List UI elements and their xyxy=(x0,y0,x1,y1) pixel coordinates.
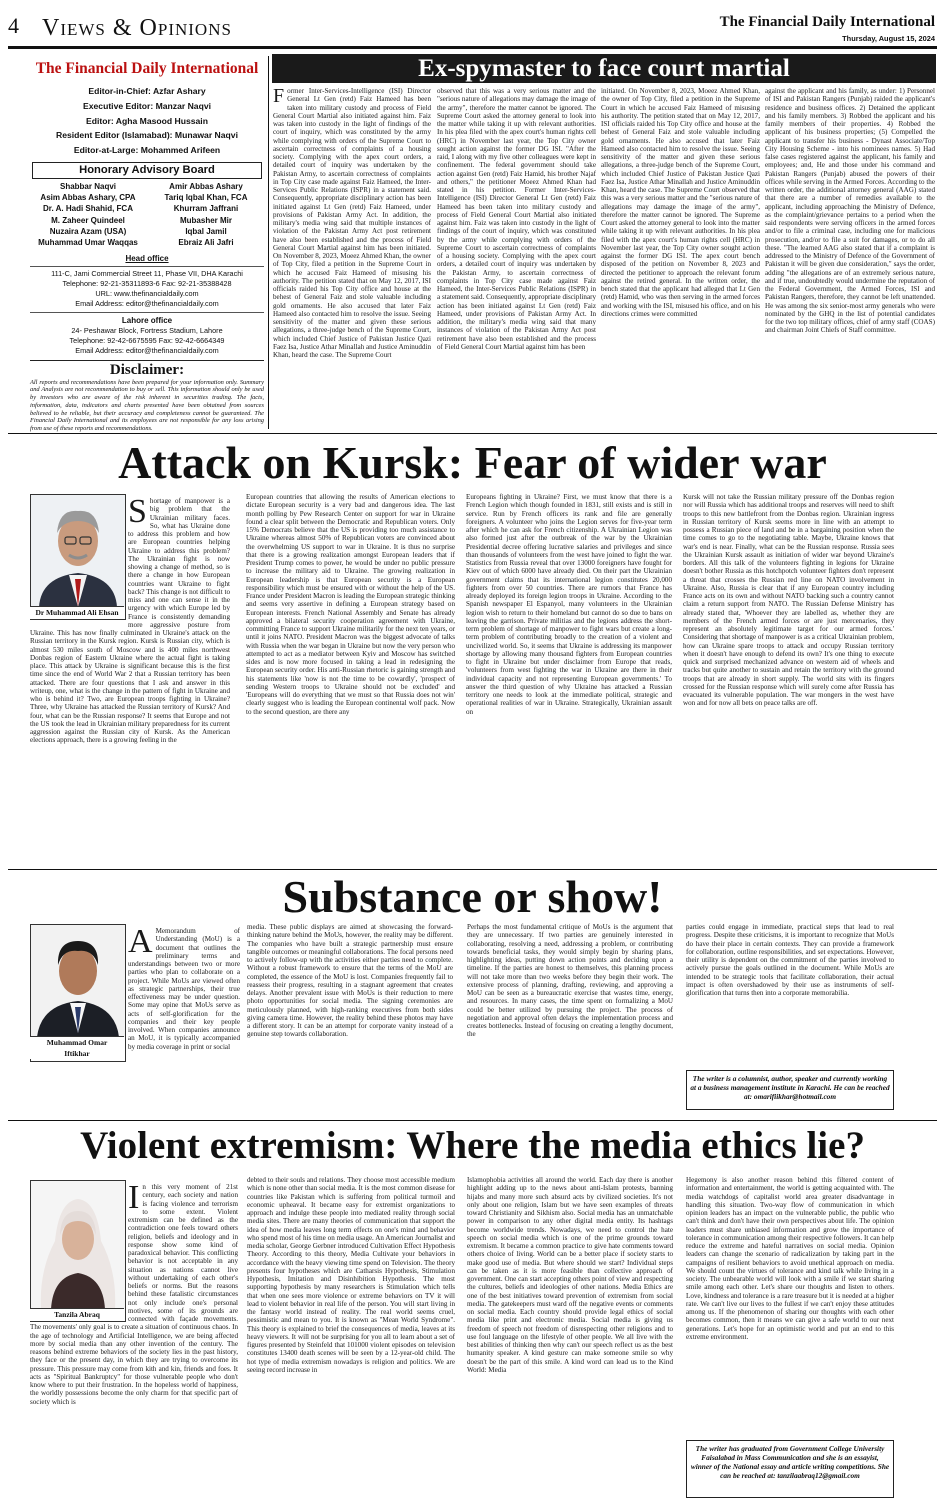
section-rule-1 xyxy=(8,433,937,434)
office-line: 24- Peshawar Block, Fortress Stadium, Lahore xyxy=(71,326,223,336)
office-line: Telephone: 92-21-35311893-6 Fax: 92-21-35388428 xyxy=(62,279,232,288)
section-rule-3 xyxy=(8,1120,937,1121)
advisory-member: Shabbar Naqvi xyxy=(59,181,116,191)
article3-headline: Violent extremism: Where the media ethics lie? xyxy=(80,1124,865,1167)
article1-column-4: Kursk will not take the Russian military pressure off the Donbas region nor will Russia which has additional troops and reserves will need to shift troops to this new battlefront from the Donbas region. Ukrainian ingress in Russian territory of Kursk seems more in line with an attempt to possess a Russian piece of land and be in a bargaining position when the time comes to go to the negotiating table. Maybe, Ukraine knows that war's end is near. Finally, what can be the Russian response. Russia sees the Ukrainian Kursk assault as initiation of wider war beyond Ukraine's borders. All this talk of the volunteers fighting in legions for Ukraine doesn't bother Russia as this hotchpotch volunteer fighters don't represent a threat that crosses the Russian red line on NATO involvement in Ukraine. Also, Russia is clear that if any European country including France acts on its own and without NATO backing such a country cannot claim a return support from NATO. The Russian Defense Ministry has already stated that, 'Whoever they are labelled as, whether they are members of the French armed forces or are just mercenaries, they represent an absolutely legitimate target for our armed forces.' Considering that shortage of manpower is as a critical Ukrainian problem, how can Ukraine spare troops to attack and occupy Russian territory when it doesn't have enough to defend its own? It's one thing to execute quick and surprised mechanized advance on western aid of wheels and tracks but quite another to sustain and retain the territory with the ground troops that are already in short supply. The world sits with its fingers crossed for the Russian response which will surely come after Russia has evacuated its vulnerable population. The war mongers in the west have won and for now all bets on peace talks are off. xyxy=(683,493,894,708)
editor-list xyxy=(30,84,264,158)
advisory-member: Nuzaira Azam (USA) xyxy=(49,226,127,236)
advisory-member: Ebraiz Ali Jafri xyxy=(178,238,234,247)
editorial-headline: Ex-spymaster to face court martial xyxy=(418,55,790,82)
article3-column-2: debted to their souls and relations. They choose most accessible medium which is none other than social media. It is the most common disease for countries like Pakistan which is suffering from political turmoil and economic upheaval. It became easy for extremist organizations to approach and indulge these people into mediated reality through social media sites. There are many theories of communication that support the idea of how media leaves long term effects on one's mind and behavior who spend most of his time on media usage. An American Journalist and media scholar, George Gerbner introduced Cultivation Effect Hypothesis Theory. According to this theory, Media Cultivate your behaviors in accordance with the heavy viewing time spend on Television. The theory presents four hypotheses which are Catharsis Hypothesis, Stimulation Hypothesis, Imitation and Disinhibition Hypothesis. The most supporting hypothesis by many researchers is Stimulation which tells that when one sees more violence or extreme behaviors on TV it will lead to violent behavior in real life of the person. You will start living in the fantasy world instead of reality. The real world seems cruel, pessimistic and mean to you. It is known as "Mean World Syndrome". This theory is explained to brief the consequences of media, leaves at its heavy viewers. It will not be surprising for you all to learn about a set of figures presented by Steinfeld that 101000 violent episodes on television constitutes 13400 death scenes will be seen by a 12-year-old child. The hot type of media extremism nowadays is religion and politics. We are seeing record increase in xyxy=(247,1176,455,1374)
article2-column-1: A Memorandum of Understanding (MoU) is a document that outlines the preliminary terms and understandings between two or more parties who plan to collaborate on a project. While MoUs are viewed often as strategic partnerships, their true effectiveness may be under question. Some may opine that MoUs serve as acts of self-glorification for the companies and their key people involved. When companies announce an MoU, it is typically accompanied by media coverage in print or social xyxy=(128,927,240,1051)
article2-column-3: Perhaps the most fundamental critique of MoUs is the argument that they are unnecessary. If two parties are genuinely interested in collaborating, resolving a need, addressing a problem, or contributing towards beneficial tasks, they would simply begin by sharing plans, highlighting ideas, putting down action points and deciding upon a timeline. If the parties are honest to themselves, this planning process will not take more than two weeks before they begin their work. The extensive process of planning, drafting, reviewing, and approving a MoU can be seen as a bureaucratic exercise that wastes time, energy, and resources. In many cases, the time spent on formalizing a MoU could be better utilized by pursuing the project. The process of negotiation and approval often delays the implementation process and creates bottlenecks. Instead of focusing on creating a lengthy document, the xyxy=(467,923,673,1039)
article3-column-4: Hegemony is also another reason behind this filtered content of information and entertainment, the world is getting acquainted with. The media watchdogs of capitalist world area greater disadvantage in handling this situation. Two-way flow of communication in which opinion leaders has an impact on the vulnerable public, the public who can't think and don't have their own perspectives about life. The opinion leaders must share unbiased information and grow the importance of tolerance in communication among their respective followers. It can help reduce the extreme and hateful narratives on social media. Opinion leaders can change the scenario of radicalization by taking part in the campaigns of resilient behaviors to avoid unethical approach on media. We should count the virtues of tolerance and kind talk while living in a society. The unbearable world will look with a smile if we start sharing smile among each other. Let's share our thoughts and listen to others. Love, kindness and tolerance is a rare treasure but it is needed at a higher rate. We can't live our lives to the fullest if we can't enjoy these attitudes among us. If the phenomenon of sharing our thoughts with each other becomes common, then it means we can give a safe world to our next generations. Let's hope for an optimistic world and put an end to this extreme environment. xyxy=(686,1176,894,1341)
article3-column-1: In this very moment of 21st century, each society and nation is facing violence and terrorism to some extent. Violent extremism can be defined as the contradiction one feels toward others religion, beliefs and ideology and in response show some kind of paradoxical behavior. This conflicting behavior is not acceptable in any situation as nations cannot live without undertaking of each other's beliefs or norms. But the reasons behind these fatalistic circumstances not only include one's personal motives, some of its grounds are connected with façade movements. The movements' only goal is to create a situation of continuous chaos. In the age of technology and Artificial Intelligence, we are being affected more by social media than any other invention of the century. The reasons behind extreme behaviors of the society lies in the past history, they face or the present day, in which they are trying to overcome its pressure. This pressure may come from kith and kin, friends and foes. It acts as "Spiritual Bankruptcy" for those vulnerable people who don't know where to put their frustration. In the hopeless world of happiness, the worldly possessions become the only charm for that specific part of society which is xyxy=(30,1183,238,1406)
header-date: Thursday, August 15, 2024 xyxy=(842,34,935,43)
advisory-board-title: Honorary Advisory Board xyxy=(32,162,262,179)
article1-column-3: Europeans fighting in Ukraine? First, we must know that there is a French Legion which though founded in 1831, still exists and is still in service. Run by French officers its rank and file are generally foreigners. A volunteer who joins the Legion serves for five-year term after which he can ask for French citizenship. A Ukrainian Legion was also formed just after the outbreak of the war by the Ukrainian Presidential decree offering lucrative salaries and privileges and since than thousands of volunteers from the west have joined to fight the war. Statistics from Russia reveal that over 13000 foreigners have fought for Kiev out of which 6000 have already died. On their part the Ukrainian government claims that its international legion constitutes 20,000 fighters from over 50 countries. There are rumors that France has already deployed its foreign legion troops in Ukraine. According to the Spanish newspaper El Espanyol, many volunteers in the Ukrainian legion wish to return to their homeland but cannot do so due to bans on leaving the garrison. Private militias and the legions address the short-term problem of shortage of manpower to fight wars but create a long-term problem of contributing broadly to the creation of a violent and uncivilized world. So, it seems that Ukraine is addressing its manpower shortage by allowing many thousand fighters from European countries to fight in Ukraine but under disclaimer from Europe that reads, 'volunteers from west fighting the war in Ukraine are there in their individual capacity and not representing European governments.' To answer the third question of why Ukraine has attacked a Russian territory one needs to look at the immediate political, strategic and operational realities of war in Ukraine. Strategically, Ukrainian assault on xyxy=(466,493,672,716)
office-line: 111-C, Jami Commercial Street 11, Phase VII, DHA Karachi xyxy=(51,269,243,279)
advisory-member: Mubasher Mir xyxy=(179,215,232,225)
office-line: URL: www.thefinancialdaily.com xyxy=(95,288,199,298)
editorial-column-4: against the applicant and his family, as under: 1) Personnel of ISI and Pakistan Rangers (Punjab) raided the applicant's residence and business offices. 2) Detained the applicant and his family members. 3) Robbed the applicant and his family members of their properties. 4) Robbed the applicant of his business properties; (5) Compelled the applicant to transfer his business - Dynast Associate/Top City Housing Scheme - into his nominees names. 5) Had false cases registered against the applicant, his family and employees; and, He and those under his command and Pakistan Rangers (Punjab) abused the powers of their offices while serving in the Armed Forces. According to the written order, the additional attorney general (AAG) stated that there are a number of remedies available to the applicant, including approaching the Ministry of Defence, as the complaint/grievance pertains to a period when the said respondents were serving officers in the armed forces and/or to file a criminal case, including one for malicious prosecution, and/or to file a suit for damages, or to do all these. "The learned AAG also stated that if a complaint is addressed to the Ministry of Defence of the Government of Pakistan it will be given due consideration," says the order, adding "the allegations are of an extremely serious nature, and if true, undoubtedly would undermine the reputation of the Federal Government, the Armed Forces, ISI and Pakistan Rangers, therefore, they cannot be left unattended. He was among the six senior-most army generals who were nominated by the GHQ in the list of potential candidates for the two top military offices, chief of army staff (COAS) and chairman Joint Chiefs of Staff committee. xyxy=(765,87,935,335)
article1-column-1: Shortage of manpower is a big problem that the Ukrainian military faces. So, what has Ukraine done to address this problem and how are European countries helping Ukraine to address this problem? The Ukrainian fight is now showing a change of method, so is there a change in how European countries want Ukraine to fight back? This change is not difficult to miss and one can sense it in the urgency with which Europe led by France is consistently demanding more aggressive posture from Ukraine. This has now finally culminated in Ukraine's attack on the Russian territory in the Kursk region. Kursk is Russian city, which is almost 530 miles south of Moscow and is 400 miles northwest Donbas region of Eastern Ukraine where the actual fight is taking place. This attack by Ukraine is significant because this is the first time since the end of World War 2 that a Russian territory has been attacked. There are four questions that I ask and answer in this writeup, one, what is the change in the pattern of fight in Ukraine and who is behind it? Two, are European troops fighting in Ukraine? Three, why Ukraine has attacked the Russian territory of Kursk? And four, what can be the Russian response? It seems that Europe and not the US took the lead in Ukrainian military preparedness for its current aggression against the Russian city of Kursk. As the American elections approach, there is a growing feeling in the xyxy=(30,497,230,745)
article2-author-note: The writer is a columnist, author, speaker and currently working at a business management institute in Karachi. He can be reached at: omarifiikhar@hotmail.com xyxy=(686,1070,894,1110)
advisory-member: Khurram Jaffrani xyxy=(173,204,239,214)
head-office-address xyxy=(30,266,264,308)
article2-headline: Substance or show! xyxy=(282,871,663,922)
advisory-member: Asim Abbas Ashary, CPA xyxy=(40,193,136,203)
section-title: Views & Opinions xyxy=(42,15,232,41)
editorial-column-3: initiated. On November 8, 2023, Moeez Ahmed Khan, the owner of Top City, filed a petition in the Supreme Court in which he accused Faiz Hameed of misusing his authority. The petition stated that on May 12, 2017, ISI officials raided his Top City office and house at the behest of General Faiz and stole valuable including gold ornaments. He also accused that later Faiz Hameed also contacted him to resolve the issue. Seeing sensitivity of the matter and given these serious allegations, a three-judge bench of the Supreme Court, which included Chief Justice of Pakistan Justice Qazi Faez Isa, Justice Athar Minallah and Justice Aminuddin Khan, heard the case. The Supreme Court observed that this was a very serious matter and the "serious nature of allegations may damage the image of the army", therefore the matter cannot be ignored. The Supreme Court asked the attorney general to look into the matter while taking it up with relevant authorities. In his plea filed with the apex court's human rights cell (HRC) in November last year, the Top City owner sought action against the former DG ISI. The apex court bench disposed of the petition on November 8, 2023 and directed the petitioner to approach the relevant forum against the retired general. In the written order, the bench stated that the applicant had alleged that Lt Gen (retd) Hamid, who was then serving in the armed forces and working with the ISI, misused his office, and on his directions crimes were committed xyxy=(601,87,760,318)
article3-author-note: The writer has graduated from Government College University Faisalabad in Mass Communication and she is an essayist, winner of the National essay and article writing competitions. She can be reached at: tanzilaabraq12@gmail.com xyxy=(686,1440,894,1498)
article1-headline: Attack on Kursk: Fear of wider war xyxy=(118,437,827,488)
advisory-member: Amir Abbas Ashary xyxy=(169,181,243,191)
editorial-column-1: Former Inter-Services-Intelligence (ISI) Director General Lt Gen (retd) Faiz Hameed has been taken into military custody and process of Field General Court Martial also initiated against him. Faiz was taken into custody in the light of findings of the court of inquiry, which was constituted by the army while complying with orders of the Supreme Court to ascertain correctness of complaints of a housing society. Complying with the apex court orders, a detailed court of inquiry was undertaken by the Pakistan Army, to ascertain correctness of complaints in Top City case made against Faiz Hameed, the Inter-Services Public Relations (ISPR) in a statement said. Consequently, appropriate disciplinary action has been initiated against Lt Gen (retd) Faiz Hameed, under provisions of Pakistan Army Act. In addition, the military's media wing said that multiple instances of violation of the Pakistan Army Act post retirement have also been established and the process of Field General Court Martial against him has been initiated. On November 8, 2023, Moeez Ahmed Khan, the owner of Top City, filed a petition in the Supreme Court in which he accused Faiz Hameed of misusing his authority. The petition stated that on May 12, 2017, ISI officials raided his Top City office and house at the behest of General Faiz and stole valuable including gold ornaments. He also accused that later Faiz Hameed also contacted him to resolve the issue. Seeing sensitivity of the matter and given these serious allegations, a three-judge bench of the Supreme Court, which included Chief Justice of Pakistan Justice Qazi Faez Isa, Justice Athar Minallah and Justice Aminuddin Khan, heard the case. The Supreme Court xyxy=(273,87,431,359)
office-line: Telephone: 92-42-6675595 Fax: 92-42-6664349 xyxy=(69,336,225,346)
editor-line: Editor-in-Chief: Azfar Ashary xyxy=(88,86,206,96)
masthead xyxy=(30,56,264,432)
editor-line: Editor-at-Large: Mohammed Arifeen xyxy=(73,145,221,156)
advisory-board-left xyxy=(30,181,146,248)
advisory-member: M. Zaheer Quindeel xyxy=(51,215,125,225)
masthead-title: The Financial Daily International xyxy=(35,60,259,77)
head-office-title: Head office xyxy=(125,254,169,264)
advisory-member: Tariq Iqbal Khan, FCA xyxy=(164,193,248,203)
editor-line: Executive Editor: Manzar Naqvi xyxy=(83,100,211,111)
advisory-member: Muhammad Umar Waqqas xyxy=(38,238,138,247)
article1-column-2: European countries that allowing the results of American elections to dictate European security is a very bad and dangerous idea. The last month polling by Pew Research Center on support for war in Ukraine found a clear split between the Democratic and Republican voters. Only 15% Democrats believe that the US is providing too much assistance to Ukraine whereas almost 50% of Republican voters are convinced about the overwhelming US support to war in Ukraine. It is thus no surprise that there is a growing realization amongst European leaders that if President Trump comes to power, he would be under no public pressure to increase the military aid to Ukraine. The growing realization in European leadership is that European security is a European responsibility which must be ensured with or without the help of the US. France under President Macron is leading the European strategic thinking and seems very assertive in defining a European strategy based on European interests. French National Assembly and Senate has already approved a bilateral security cooperation agreement with Ukraine, committing France to support Ukraine militarily for the next ten years, or until it joins NATO. President Macron was the biggest advocate of talks with Russia when the war began in Ukraine but now the very person who attempted to act as a mediator between Kyiv and Moscow has switched sides and is now more focused in taking a lead in redesigning the European security order. His anti-Russian rhetoric is gaining strength and his statements like 'now is not the time to be cowardly', 'prospect of sending Western troops to Ukraine should not be excluded' and 'Europeans will do everything that we must so that Russia does not win' clearly suggest who is leading the European continental wolf pack. Now to the second question, are there any xyxy=(246,493,455,716)
lahore-office-title: Lahore office xyxy=(30,312,264,326)
lahore-office-address xyxy=(30,326,264,355)
advisory-member: Iqbal Jamil xyxy=(185,226,227,236)
header-rule xyxy=(8,46,937,49)
office-line: Email Address: editor@thefinancialdaily.com xyxy=(75,345,219,355)
disclaimer-title: Disclaimer: xyxy=(30,360,264,379)
article3-column-3: Islamophobia activities all around the world. Each day there is another highlight adding up to the news about anti-Islam protests, banning hijabs and many more such absurd acts by civilized societies. It's not only about one religion, Islam but we have seen examples of threats toward Christianity and Sikhism also. Social media has an unmatchable power in comparison to any other digital media entity. Its hashtags become worldwide trends. Nowadays, we need to control the hate speech on social media which is one of the prime grounds toward extremism. It became a common practice to give hate comments toward others choice of living. World can be a better place if society starts to make good use of media. But where should we start? Individual steps can be taken as it is more feasible than collective approach of government. One can start accepting others point of view and respecting the cultures, beliefs and ideologies of other nations. Media Ethics are one of the best initiatives toward prevention of extremism from social media. The gatekeepers must ward off the negative events or comments on social media. Each country should provide legal ethics of social media like print and electronic media. Social media is giving us freedom of speech not freedom of disrespecting other religions and to use foul language on the lifestyle of other people. We all live with the best abilities of thinking then why can't our speech reflect us as the best humanity speaker. A kind gesture can make someone smile so why doesn't be the part of this smile. A kind word can lead us to the Kind World: Media xyxy=(467,1176,673,1374)
article2-column-2: media. These public displays are aimed at showcasing the forward-thinking nature behind the MoUs, however, the reality may be different. The companies who have built a strategic partnership must ensure tangible outcomes or meaningful collaborations. The focal persons need to actively follow-up with the activities either parties need to complete. Without a robust framework to ensure that the terms of the MoU are completed, the essence of the MoU is lost. Companies frequently fail to reassess their progress, resulting in a stagnant agreement that creates delays. Another prevalent issue with MoUs is their reduction to mere photo opportunities for social media. The signing ceremonies are meticulously planned, with high-ranking executives from both sides giving camera time. However, the reality behind these photos may have a different story. It can be an attempt for corporate vanity instead of a genuine step towards collaboration. xyxy=(247,923,453,1039)
editor-line: Editor: Agha Masood Hussain xyxy=(86,115,208,126)
page-number: 4 xyxy=(8,13,19,38)
author-caption-ali-ehsan: Dr Muhammad Ali Ehsan xyxy=(30,606,124,619)
office-line: Email Address: editor@thefinancialdaily.com xyxy=(75,298,219,308)
article2-column-4: parties could engage in immediate, practical steps that lead to real progress. Despite these criticisms, it is important to recognize that MoUs do have their place in certain contexts. They can provide a framework for collaboration, outline responsibilities, and set expectations. However, their utility is dependent on the commitment of the parties involved to actively pursue the goals outlined in the document. While MoUs are intended to be strategic tools that facilitate collaboration, their actual impact is often overshadowed by their use as instruments of self-glorification that turns then into a corporate memorabilia. xyxy=(686,923,894,997)
author-caption-omar-iftikhar: Muhammad Omar Iftikhar xyxy=(30,1036,124,1059)
section-rule-2 xyxy=(8,869,937,870)
editorial-column-2: observed that this was a very serious matter and the "serious nature of allegations may damage the image of the army", therefore the matter cannot be ignored. The Supreme Court asked the attorney general to look into the matter while taking it up with relevant authorities. In his plea filed with the apex court's human rights cell (HRC) in November last year, the Top City owner sought action against the former DG ISI. "After the raid, I along with my five other colleagues were kept in confinement. The federal government should take action against Gen (retd) Faiz Hamid, his brother Najaf and others," the petitioner Moeez Ahmed Khan had stated in his petition. Former Inter-Services-Intelligence (ISI) Director General Lt Gen (retd) Faiz Hameed has been taken into military custody and process of Field General Court Martial also initiated against him. Faiz was taken into custody in the light of findings of the court of inquiry, which was constituted by the army while complying with orders of the Supreme Court to ascertain correctness of complaints of a housing society. Complying with the apex court orders, a detailed court of inquiry was undertaken by the Pakistan Army, to ascertain correctness of complaints in Top City case made against Faiz Hameed, the Inter-Services Public Relations (ISPR) in a statement said. Consequently, appropriate disciplinary action has been initiated against Lt Gen (retd) Faiz Hameed, under provisions of Pakistan Army Act. In addition, the military's media wing said that many instances of violation of the Pakistan Army Act post retirement have also been established and the process of Field General Court Martial against him has been xyxy=(437,87,596,351)
header-paper-name: The Financial Daily International xyxy=(719,14,935,30)
advisory-member: Dr. A. Hadi Shahid, FCA xyxy=(43,204,133,214)
author-caption-tanzila-abraq: Tanzila Abraq xyxy=(30,1308,124,1321)
disclaimer-text: All reports and recommendations have been prepared for your information only. Summary and Analysis are not recommendation to buy or sell. This information should only be used by investors who are aware of the risk inherent in securities trading. The facts, information, data, indicators and charts presented have been obtained from sources believed to be reliable, but their accuracy and completeness cannot be guaranteed. The Financial Daily International and its employees are not responsible for any loss arising from use of these reports and recommendations. xyxy=(30,378,264,432)
editor-line: Resident Editor (Islamabad): Munawar Naqvi xyxy=(56,130,238,141)
advisory-board-right xyxy=(148,181,264,248)
masthead-divider xyxy=(268,56,269,429)
